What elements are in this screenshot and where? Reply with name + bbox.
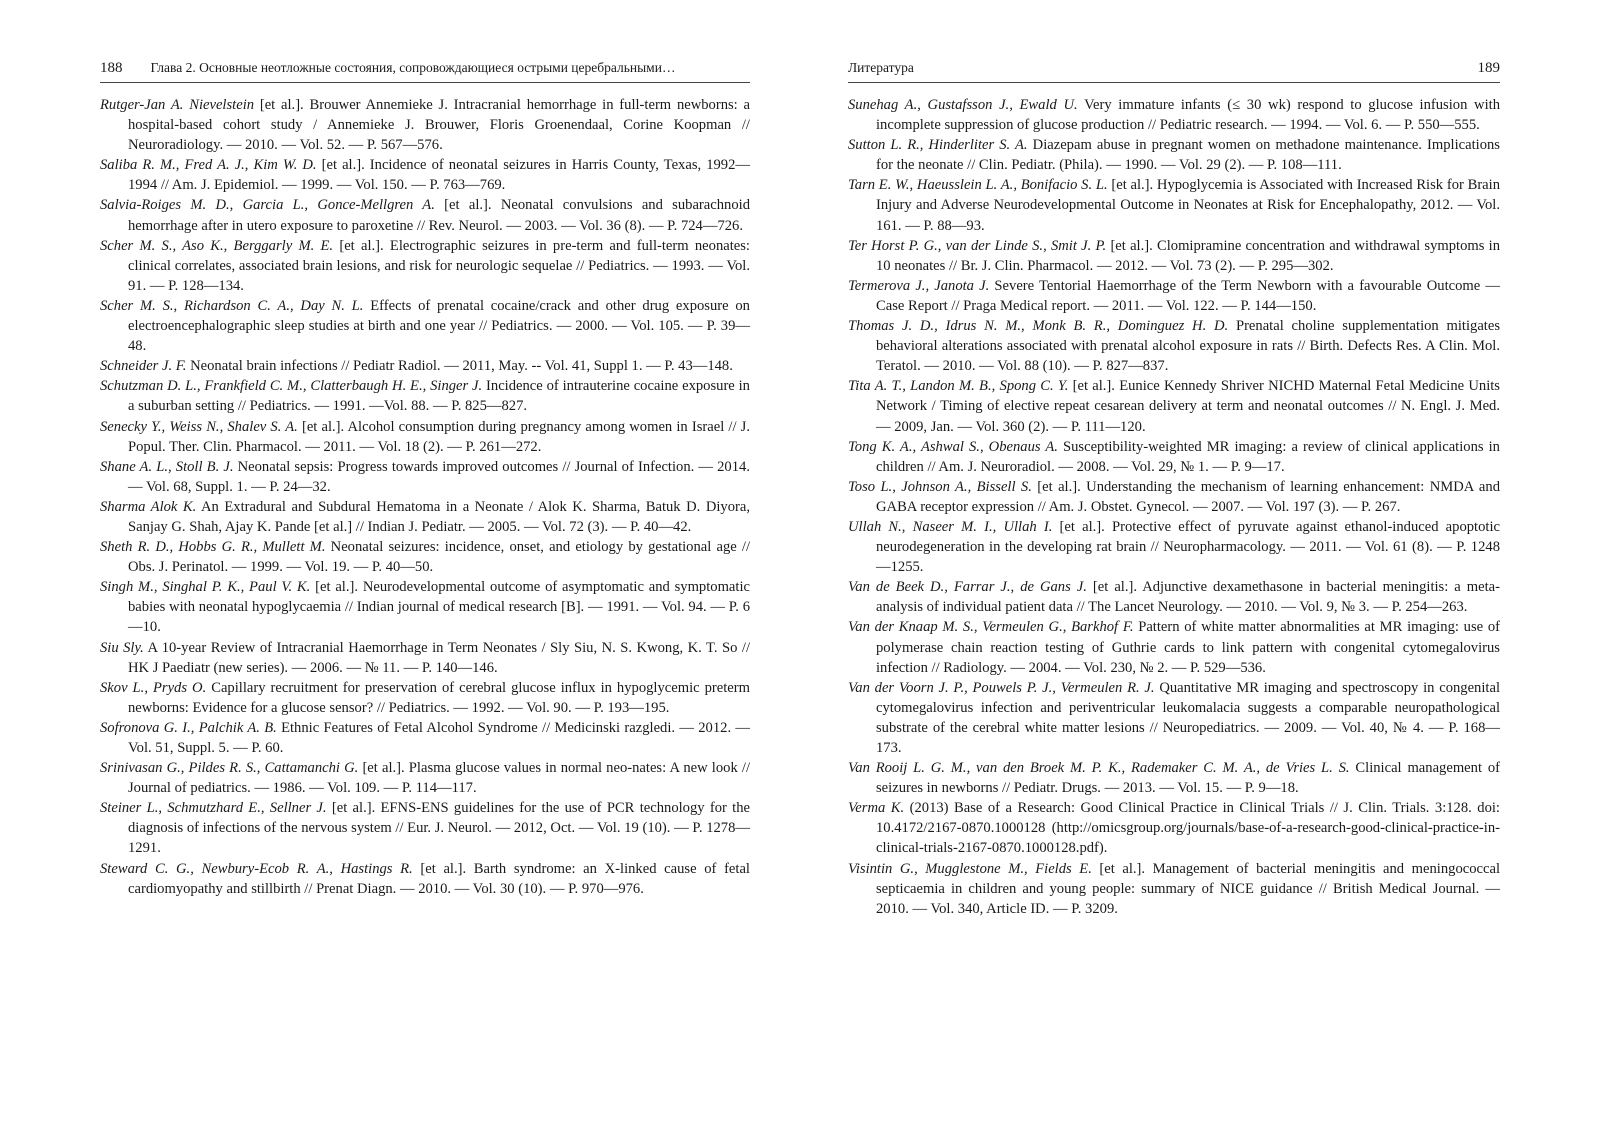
reference-entry [100,356,750,376]
left-page [100,60,750,899]
left-page-number: 188 [100,60,123,76]
reference-text: Severe Tentorial Haemorrhage of the Term Newborn with a favourable Outcome — Case Report // Praga Medical report. — 2011. — Vol. 122. — P. 144—150. [876,277,1500,314]
reference-authors: Ter Horst P. G., van der Linde S., Smit J. P. [848,237,1107,254]
reference-authors: Salvia-Roiges M. D., Garcia L., Gonce-Mellgren A. [100,197,435,214]
reference-entry [100,155,750,195]
reference-text: [et al.]. Neonatal convulsions and subarachnoid hemorrhage after in utero exposure to paroxetine // Rev. Neurol. — 2003. — Vol. 36 (8). — P. 724—726. [128,197,750,234]
reference-entry [100,296,750,356]
reference-authors: Tong K. A., Ashwal S., Obenaus A. [848,438,1058,455]
reference-text: Ethnic Features of Fetal Alcohol Syndrome // Medicinski razgledi. — 2012. — Vol. 51, Suppl. 5. — P. 60. [128,719,750,756]
reference-entry [848,236,1500,276]
reference-authors: Ullah N., Naseer M. I., Ullah I. [848,518,1053,535]
reference-authors: Singh M., Singhal P. K., Paul V. K. [100,579,311,596]
reference-entry [848,758,1500,798]
reference-authors: Shane A. L., Stoll B. J. [100,458,234,475]
left-running-head [100,60,750,83]
reference-authors: Scher M. S., Richardson C. A., Day N. L. [100,297,364,314]
reference-entry [100,236,750,296]
reference-text: Prenatal choline supplementation mitigates behavioral alterations associated with prenatal alcohol exposure in rats // Birth. Defects Res. A Clin. Mol. Teratol. — 2010. — Vol. 88 (10). — P. 827—837. [876,318,1501,375]
reference-authors: Toso L., Johnson A., Bissell S. [848,478,1032,495]
reference-text: (2013) Base of a Research: Good Clinical Practice in Clinical Trials // J. Clin. Trials. 3:128. doi: 10.4172/2167-0870.1000128 (http://omicsgroup.org/journals/base-of-a-research-good-clinical-practice-in-clinical-trials-2167-0870.1000128.pdf). [876,800,1500,857]
left-reference-list [100,95,750,899]
reference-text: [et al.]. Plasma glucose values in normal neo-nates: A new look // Journal of pediatrics. — 1986. — Vol. 109. — P. 114—117. [128,760,750,797]
reference-authors: Sofronova G. I., Palchik A. B. [100,719,277,736]
reference-authors: Steward C. G., Newbury-Ecob R. A., Hastings R. [100,860,413,877]
reference-text: [et al.]. Electrographic seizures in pre-term and full-term neonates: clinical correlates, associated brain lesions, and risk for neurologic sequelae // Pediatrics. — 1993. — Vol. 91. — P. 128—134. [128,237,750,294]
reference-authors: Thomas J. D., Idrus N. M., Monk B. R., Dominguez H. D. [848,318,1229,335]
reference-authors: Tarn E. W., Haeusslein L. A., Bonifacio S. L. [848,177,1108,194]
reference-text: [et al.]. Incidence of neonatal seizures in Harris County, Texas, 1992—1994 // Am. J. Epidemiol. — 1999. — Vol. 150. — P. 763—769. [128,157,750,194]
reference-authors: Sunehag A., Gustafsson J., Ewald U. [848,97,1078,113]
reference-text: [et al.]. Clomipramine concentration and withdrawal symptoms in 10 neonates // Br. J. Clin. Pharmacol. — 2012. — Vol. 73 (2). — P. 295—302. [876,237,1500,274]
reference-entry [100,417,750,457]
right-running-head [848,60,1500,83]
reference-entry [848,135,1500,175]
reference-text: Effects of prenatal cocaine/crack and other drug exposure on electroencephalographic sleep studies at birth and one year // Pediatrics. — 2000. — Vol. 105. — P. 39—48. [128,297,750,355]
reference-entry [848,617,1500,677]
reference-text: Very immature infants (≤ 30 wk) respond to glucose infusion with incomplete suppression of glucose production // Pediatric research. — 1994. — Vol. 6. — P. 550—555. [876,97,1500,134]
reference-entry [848,678,1500,758]
reference-entry [848,517,1500,577]
reference-text: A 10-year Review of Intracranial Haemorrhage in Term Neonates / Sly Siu, N. S. Kwong, K. T. So // HK J Paediatr (new series). — 2006. — № 11. — P. 140—146. [128,639,751,676]
reference-text: [et al.]. Adjunctive dexamethasone in bacterial meningitis: a meta-analysis of individual patient data // The Lancet Neurology. — 2010. — Vol. 9, № 3. — P. 254—263. [876,579,1500,616]
reference-authors: Visintin G., Mugglestone M., Fields E. [848,860,1092,877]
reference-entry [100,859,750,899]
reference-entry [100,457,750,497]
reference-text: Diazepam abuse in pregnant women on methadone maintenance. Implications for the neonate // Clin. Pediatr. (Phila). — 1990. — Vol. 29 (2). — P. 108—111. [876,137,1500,174]
reference-text: Susceptibility-weighted MR imaging: a review of clinical applications in children // Am. J. Neuroradiol. — 2008. — Vol. 29, № 1. — P. 9—17. [876,438,1500,475]
reference-entry [100,577,750,637]
reference-entry [848,175,1500,235]
reference-authors: Sutton L. R., Hinderliter S. A. [848,137,1028,154]
reference-authors: Van der Voorn J. P., Pouwels P. J., Vermeulen R. J. [848,679,1155,696]
reference-text: [et al.]. Management of bacterial meningitis and meningococcal septicaemia in children and young people: summary of NICE guidance // British Medical Journal. — 2010. — Vol. 340, Article ID. — P. 3209. [876,860,1500,917]
reference-entry [848,577,1500,617]
reference-text: [et al.]. Brouwer Annemieke J. Intracranial hemorrhage in full-term newborns: a hospital-based cohort study / Annemieke J. Brouwer, Floris Groenendaal, Corine Koopman // Neuroradiology. — 2010. — Vol. 52. — P. 567—576. [128,97,750,154]
reference-authors: Srinivasan G., Pildes R. S., Cattamanchi G. [100,760,359,777]
reference-text: Quantitative MR imaging and spectroscopy in congenital cytomegalovirus infection and periventricular leukomalacia suggests a comparable neuropathological substrate of the cerebral white matter lesions // Neuropediatrics. — 2009. — Vol. 40, № 4. — P. 168—173. [876,679,1500,756]
reference-entry [848,859,1500,919]
reference-entry [848,276,1500,316]
reference-entry [100,95,750,155]
reference-authors: Steiner L., Schmutzhard E., Sellner J. [100,800,327,817]
reference-authors: Schutzman D. L., Frankfield C. M., Clatterbaugh H. E., Singer J. [100,378,483,395]
reference-text: [et al.]. Barth syndrome: an X-linked cause of fetal cardiomyopathy and stillbirth // Prenat Diagn. — 2010. — Vol. 30 (10). — P. 970—976. [128,860,750,897]
reference-text: Neonatal sepsis: Progress towards improved outcomes // Journal of Infection. — 2014. — Vol. 68, Suppl. 1. — P. 24—32. [128,458,750,495]
reference-entry [100,537,750,577]
reference-authors: Van de Beek D., Farrar J., de Gans J. [848,579,1087,596]
reference-text: Pattern of white matter abnormalities at MR imaging: use of polymerase chain reaction testing of Guthrie cards to link pattern with congenital cytomegalovirus infection // Radiology. — 2004. — Vol. 230, № 2. — P. 529—536. [876,619,1500,676]
reference-entry [848,316,1500,376]
reference-authors: Van Rooij L. G. M., van den Broek M. P. K., Rademaker C. M. A., de Vries L. S. [848,760,1350,777]
reference-text: [et al.]. Hypoglycemia is Associated with Increased Risk for Brain Injury and Adverse Neurodevelopmental Outcome in Neonates at Risk for Encephalopathy, 2012. — Vol. 161. — P. 88—93. [876,177,1501,234]
reference-entry [848,798,1500,858]
reference-entry [848,95,1500,135]
reference-authors: Siu Sly. [100,639,144,656]
reference-authors: Verma K. [848,800,905,817]
reference-entry [100,638,750,678]
reference-authors: Schneider J. F. [100,358,187,375]
reference-text: [et al.]. Neurodevelopmental outcome of asymptomatic and symptomatic babies with neonatal hypoglycaemia // Indian journal of medical research [B]. — 1991. — Vol. 94. — P. 6—10. [128,579,750,636]
reference-text: [et al.]. Eunice Kennedy Shriver NICHD Maternal Fetal Medicine Units Network / Timing of elective repeat cesarean delivery at term and neonatal outcomes // N. Engl. J. Med. — 2009, Jan. — Vol. 360 (2). — P. 111—120. [876,378,1500,435]
reference-authors: Tita A. T., Landon M. B., Spong C. Y. [848,378,1069,395]
reference-authors: Sharma Alok K. [100,498,197,515]
reference-text: Incidence of intrauterine cocaine exposure in a suburban setting // Pediatrics. — 1991. —Vol. 88. — P. 825—827. [128,378,750,415]
reference-text: Neonatal seizures: incidence, onset, and etiology by gestational age // Obs. J. Perinatol. — 1999. — Vol. 19. — P. 40—50. [128,539,750,576]
right-running-title: Литература [848,60,914,75]
reference-entry [848,477,1500,517]
reference-authors: Termerova J., Janota J. [848,277,990,294]
reference-entry [100,798,750,858]
reference-authors: Sheth R. D., Hobbs G. R., Mullett M. [100,539,326,556]
reference-entry [848,376,1500,436]
right-page [848,60,1500,919]
reference-authors: Skov L., Pryds O. [100,679,207,696]
reference-text: An Extradural and Subdural Hematoma in a Neonate / Alok K. Sharma, Batuk D. Diyora, Sanjay G. Shah, Ajay K. Pande [et al.] // Indian J. Pediatr. — 2005. — Vol. 72 (3). — P. 40—42. [128,498,750,535]
reference-text: Clinical management of seizures in newborns // Pediatr. Drugs. — 2013. — Vol. 15. — P. 9—18. [876,760,1500,797]
reference-authors: Scher M. S., Aso K., Berggarly M. E. [100,237,334,254]
reference-text: [et al.]. Alcohol consumption during pregnancy among women in Israel // J. Popul. Ther. Clin. Pharmacol. — 2011. — Vol. 18 (2). — P. 261—272. [128,418,750,455]
reference-entry [100,376,750,416]
reference-authors: Senecky Y., Weiss N., Shalev S. A. [100,418,298,435]
right-page-number: 189 [1477,60,1500,76]
reference-entry [848,437,1500,477]
reference-authors: Saliba R. M., Fred A. J., Kim W. D. [100,157,317,174]
reference-authors: Van der Knaap M. S., Vermeulen G., Barkhof F. [848,619,1134,636]
reference-entry [100,497,750,537]
reference-entry [100,678,750,718]
right-reference-list [848,95,1500,919]
reference-text: [et al.]. Protective effect of pyruvate against ethanol-induced apoptotic neurodegeneration in the developing rat brain // Neuropharmacology. — 2011. — Vol. 61 (8). — P. 1248—1255. [876,518,1500,576]
reference-entry [100,195,750,235]
reference-entry [100,718,750,758]
reference-text: [et al.]. EFNS-ENS guidelines for the use of PCR technology for the diagnosis of infections of the nervous system // Eur. J. Neurol. — 2012, Oct. — Vol. 19 (10). — P. 1278—1291. [128,800,750,857]
reference-authors: Rutger-Jan A. Nievelstein [100,97,255,113]
left-running-title: Глава 2. Основные неотложные состояния, сопровождающиеся острыми церебральными… [150,60,676,75]
reference-text: Neonatal brain infections // Pediatr Radiol. — 2011, May. -- Vol. 41, Suppl 1. — P. 43—148. [186,358,733,375]
reference-text: Capillary recruitment for preservation of cerebral glucose influx in hypoglycemic preterm newborns: Evidence for a glucose sensor? // Pediatrics. — 1992. — Vol. 90. — P. 193—195. [128,679,750,716]
reference-entry [100,758,750,798]
reference-text: [et al.]. Understanding the mechanism of learning enhancement: NMDA and GABA receptor expression // Am. J. Obstet. Gynecol. — 2007. — Vol. 197 (3). — P. 267. [876,478,1500,515]
